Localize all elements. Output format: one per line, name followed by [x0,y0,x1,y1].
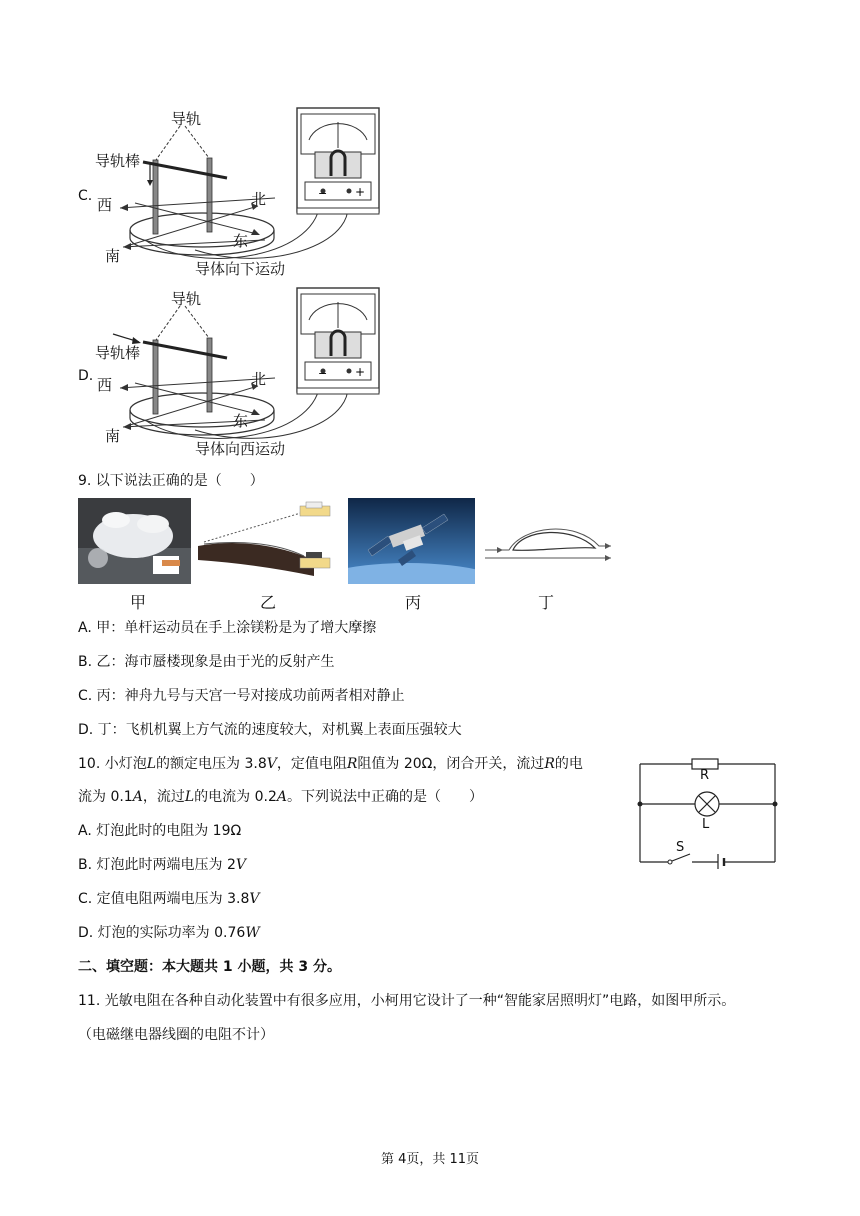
question-10-option-b [78,855,246,875]
unit-V: V [249,891,260,907]
south-label: 南 [105,427,121,445]
option-text: D. 灯泡的实际功率为 0.76 [78,925,246,941]
figure-c [75,100,395,282]
svg-text:−: − [318,367,328,380]
unit-W: W [245,925,260,941]
rail-label: 导轨 [171,110,202,128]
north-label: 北 [251,370,267,388]
rod-label: 导轨棒 [95,152,141,170]
figure-caption: 导体向西运动 [195,440,286,458]
image-caption-bing: 丙 [405,593,422,612]
symbol-L: L [146,756,157,772]
symbol-R: R [544,756,555,772]
page-footer: 第 4页，共 11页 [380,1152,480,1167]
stem-text: 的电 [554,756,583,772]
option-text: B. 灯泡此时两端电压为 2 [78,857,236,873]
stem-text: 的电流为 0.2 [194,789,277,805]
magnet-rail-diagram-c [75,100,395,282]
circuit-diagram [634,754,784,869]
stem-text: 10. 小灯泡 [78,756,147,772]
question-9-option-a: A. 甲：单杆运动员在手上涂镁粉是为了增大摩擦 [78,620,377,636]
unit-A: A [276,789,287,805]
west-label: 西 [97,376,113,394]
question-9-images [78,498,618,613]
image-caption-yi: 乙 [260,593,277,612]
stem-text: 流为 0.1 [78,789,133,805]
question-9-stem: 9. 以下说法正确的是（ ） [78,473,264,489]
magnet-rail-diagram-d [75,280,395,462]
image-caption-jia: 甲 [130,593,147,612]
rod-label: 导轨棒 [95,344,141,362]
unit-V: V [266,756,277,772]
symbol-L: L [184,789,195,805]
rail-label: 导轨 [171,290,202,308]
south-label: 南 [105,247,121,265]
east-label: 东 [233,412,249,430]
figure-caption: 导体向下运动 [195,260,286,278]
stem-text: ，流过 [142,789,185,805]
option-text: C. 定值电阻两端电压为 3.8 [78,891,250,907]
stem-text: ，定值电阻 [276,756,347,772]
section-2-title: 二、填空题：本大题共 1 小题，共 3 分。 [78,959,341,975]
image-caption-ding: 丁 [538,593,555,612]
question-9-option-c: C. 丙：神舟九号与天宫一号对接成功前两者相对静止 [78,688,405,704]
symbol-R: R [346,756,358,772]
svg-text:−: − [318,187,328,200]
unit-A: A [132,789,143,805]
question-10-option-d [78,923,260,943]
unit-V: V [235,857,246,873]
resistor-label: R [700,768,710,783]
option-label-c: C. [78,188,93,204]
question-9-option-d: D. 丁：飞机机翼上方气流的速度较大，对机翼上表面压强较大 [78,722,462,738]
question-9-option-b: B. 乙：海市蜃楼现象是由于光的反射产生 [78,654,335,670]
stem-text: 的额定电压为 3.8 [156,756,267,772]
option-label-d: D. [78,368,94,384]
svg-text:+: + [355,185,366,199]
switch-label: S [676,840,685,855]
mirage-diagram [196,498,336,584]
question-10-stem-line1 [78,754,583,774]
stem-text: 阻值为 20Ω，闭合开关，流过 [357,756,545,772]
question-10-option-c [78,889,260,909]
question-11-line2: （电磁继电器线圈的电阻不计） [78,1027,274,1043]
question-10-stem-line2 [78,787,483,807]
east-label: 东 [233,232,249,250]
north-label: 北 [251,190,267,208]
svg-text:+: + [355,365,366,379]
question-10-option-a: A. 灯泡此时的电阻为 19Ω [78,823,242,839]
lamp-label: L [702,817,710,832]
wing-airflow-diagram [483,508,613,568]
west-label: 西 [97,196,113,214]
stem-text: 。下列说法中正确的是（ ） [286,789,483,805]
figure-d [75,280,395,462]
question-11-line1: 11. 光敏电阻在各种自动化装置中有很多应用，小柯用它设计了一种“智能家居照明灯”电路，如图甲所示。 [78,993,736,1009]
spacecraft-docking-photo [348,498,475,584]
chalk-hands-photo [78,498,191,584]
